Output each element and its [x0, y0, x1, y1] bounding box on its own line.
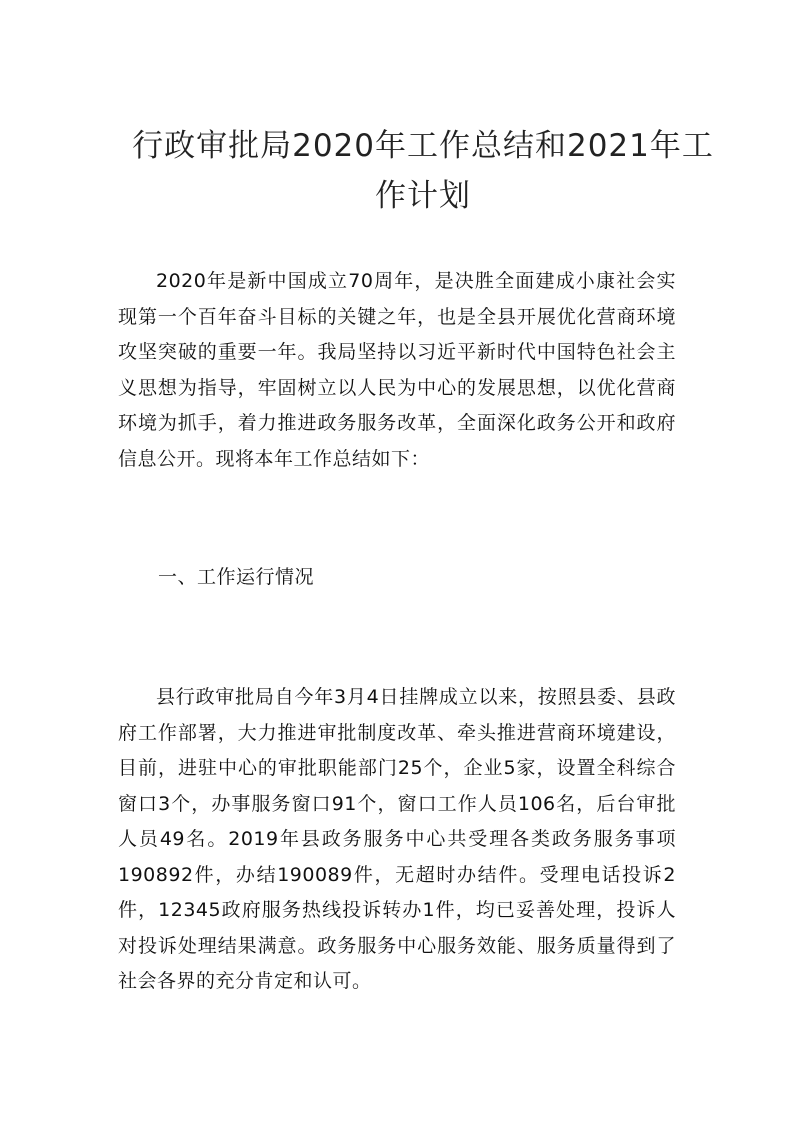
section-heading: 一、工作运行情况	[158, 566, 315, 588]
document-title: 行政审批局2020年工作总结和2021年工作计划	[132, 127, 714, 214]
section-paragraph: 县行政审批局自今年3月4日挂牌成立以来，按照县委、县政府工作部署，大力推进审批制度改革、牵头推进营商环境建设，目前，进驻中心的审批职能部门25个，企业5家，设置全科综合窗口3个，办事服务窗口91个，窗口工作人员106名，后台审批人员49名。2019年县政务服务中心共受理各类政务服务事项190892件，办结190089件，无超时办结件。受理电话投诉2件，12345政府服务热线投诉转办1件，均已妥善处理，投诉人对投诉处理结果满意。政务服务中心服务效能、服务质量得到了社会各界的充分肯定和认可。	[118, 686, 676, 992]
intro-paragraph: 2020年是新中国成立70周年，是决胜全面建成小康社会实现第一个百年奋斗目标的关键之年，也是全县开展优化营商环境攻坚突破的重要一年。我局坚持以习近平新时代中国特色社会主义思想为指导，牢固树立以人民为中心的发展思想，以优化营商环境为抓手，着力推进政务服务改革，全面深化政务公开和政府信息公开。现将本年工作总结如下：	[118, 270, 676, 470]
